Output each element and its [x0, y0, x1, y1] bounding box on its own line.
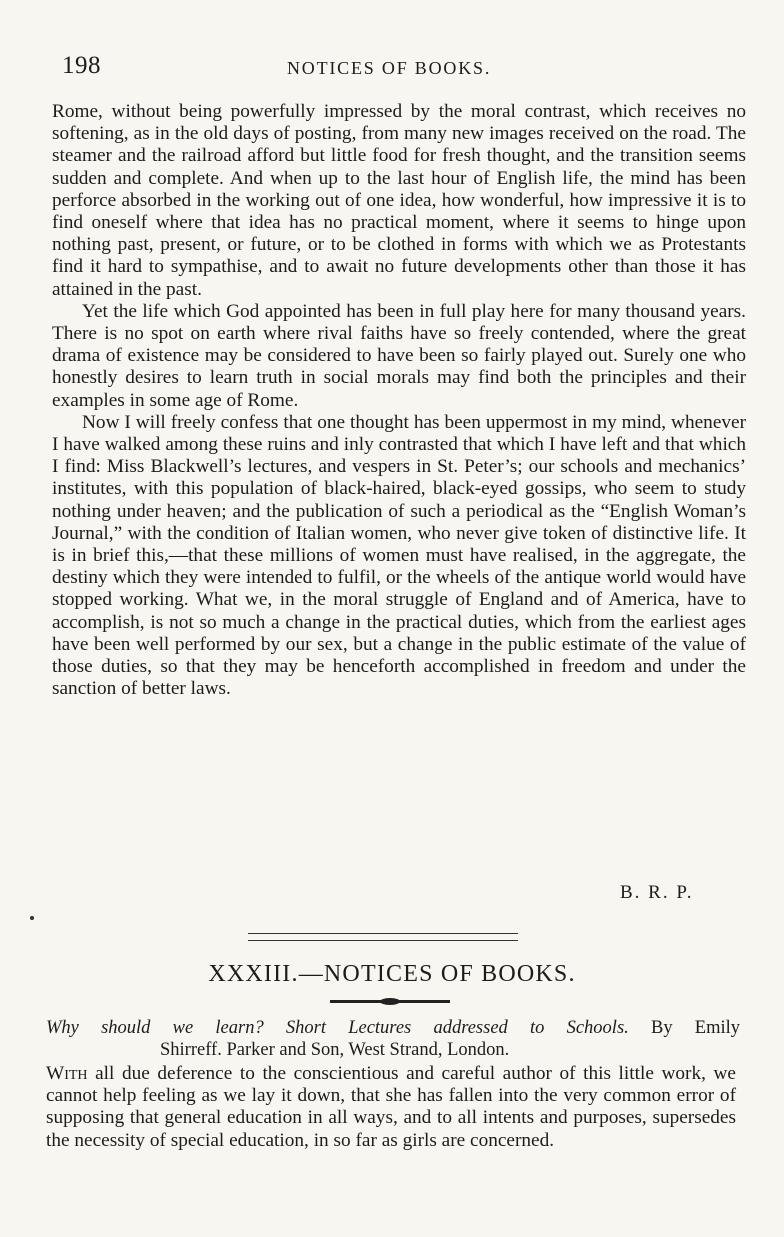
review-lead-word: With [46, 1063, 88, 1084]
review-body [46, 1063, 736, 1152]
book-citation [46, 1017, 740, 1061]
citation-line-2 [46, 1039, 740, 1061]
section-heading: XXXIII.—NOTICES OF BOOKS. [208, 961, 576, 987]
citation-line-1 [46, 1017, 740, 1039]
book-title: Why should we learn? Short Lectures addressed to Schools. [46, 1018, 629, 1038]
paragraph-2: Yet the life which God appointed has been in full play here for many thousand years. There is no spot on earth where rival faiths have so freely contended, where the great drama of existence may be considered to have been so fairly played out. Surely one who honestly desires to learn truth in social morals may find both the principles and their examples in some age of Rome. [52, 300, 746, 411]
review-paragraph [46, 1063, 736, 1152]
author-prefix: By Emily [650, 1018, 741, 1038]
running-head: NOTICES OF BOOKS. [287, 58, 492, 78]
paragraph-1: Rome, without being powerfully impressed by the moral contrast, which receives no softening, as in the old days of posting, from many new images received on the road. The steamer and the railroad afford but little food for fresh thought, and the transition seems sudden and complete. And when up to the last hour of English life, the mind has been perforce absorbed in the working out of one idea, how wonderful, how impressive it is to find oneself where that idea has no practical moment, where it seems to hinge upon nothing past, present, or future, or to be clothed in forms with which we as Protestants find it hard to sympathise, and to await no future developments other than those it has attained in the past. [52, 101, 746, 300]
author-signature: B. R. P. [620, 882, 694, 903]
paragraph-3: Now I will freely confess that one thought has been uppermost in my mind, whenever I have walked among these ruins and inly contrasted that which I have left and that which I find: Miss Blackwell’s lectures, and vespers in St. Peter’s; our schools and mechanics’ institutes, with this population of black-haired, black-eyed gossips, who seem to study nothing under heaven; and the publication of such a periodical as the “English Woman’s Journal,” with the condition of Italian women, who never give token of distinctive life. It is in brief this,—that these millions of women must have realised, in the aggregate, the destiny which they were intended to fulfil, or the wheels of the antique world would have stopped working. What we, in the moral struggle of England and of America, have to accomplish, is not so much a change in the practical duties, which from the earliest ages have been well performed by our sex, but a change in the public estimate of the value of those duties, so that they may be henceforth accomplished in freedom and under the sanction of better laws. [52, 411, 746, 700]
page-number: 198 [62, 52, 101, 79]
page-header [52, 52, 752, 82]
ornamental-rule [330, 1000, 450, 1003]
section-divider-double-rule [248, 933, 518, 941]
ink-speck [30, 916, 34, 920]
author-surname: Shirreff. [160, 1040, 222, 1060]
publisher: Parker and Son, West Strand, London. [226, 1040, 510, 1060]
article-body [52, 101, 746, 700]
review-text: all due deference to the conscientious and careful author of this little work, we cannot help feeling as we lay it down, that she has fallen into the very common error of supposing that general education in all ways, and to all intents and purposes, supersedes the necessity of special education, in so far as girls are concerned. [46, 1063, 736, 1151]
